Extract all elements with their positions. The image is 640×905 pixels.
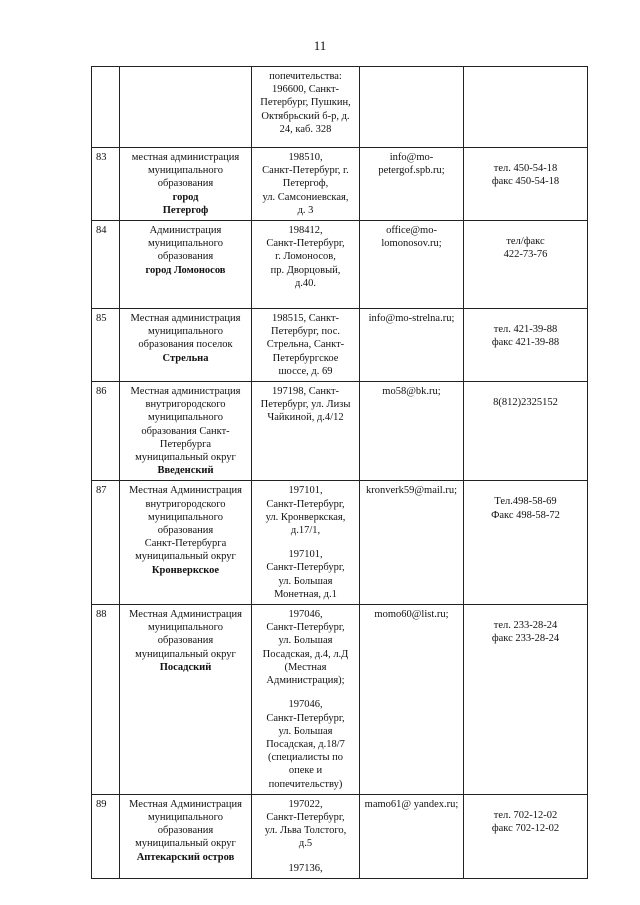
name-bold-line: Аптекарский остров: [136, 851, 235, 863]
cell-address: [252, 148, 360, 221]
address-line: 197136,: [288, 862, 323, 874]
address-line: Посадская, д.18/7: [266, 738, 345, 750]
address-line: ул. Большая: [278, 635, 333, 647]
cell-email: [360, 605, 464, 795]
row-number: 84: [96, 225, 107, 237]
address-line: (специалисты по: [267, 752, 344, 764]
name-line: Местная Администрация: [129, 798, 242, 810]
address-line: 198510,: [288, 152, 323, 163]
address-line: ул. Большая: [278, 575, 333, 587]
name-bold-line: город: [172, 191, 199, 203]
name-bold-line: город Ломоносов: [145, 264, 226, 276]
phone-line: Факс 498-58-72: [491, 509, 560, 521]
cell-number: [92, 148, 120, 221]
address-line: Петергоф,: [282, 178, 329, 190]
name-line: образования поселок: [138, 339, 233, 351]
cell-name: [120, 309, 252, 382]
cell-number: [92, 221, 120, 309]
cell-email: [360, 794, 464, 878]
table-row: [92, 309, 588, 382]
address-line: Санкт-Петербург,: [266, 562, 345, 574]
table-row: [92, 382, 588, 481]
name-line: муниципального: [148, 412, 223, 424]
cell-name: [120, 221, 252, 309]
address-line: 196600, Санкт-: [271, 84, 340, 96]
phone-line: Тел.498-58-69: [494, 496, 557, 508]
address-line: 197022,: [288, 798, 323, 810]
name-line: Администрация: [149, 225, 222, 237]
cell-email: [360, 481, 464, 605]
address-line: Санкт-Петербург,: [266, 238, 345, 250]
name-line: муниципального: [148, 238, 223, 250]
address-line: Чайкиной, д.4/12: [267, 412, 344, 424]
address-line: ул. Льва Толстого,: [264, 825, 347, 837]
phone-line: тел. 450-54-18: [493, 163, 558, 174]
cell-address: [252, 309, 360, 382]
address-line: 198515, Санкт-: [271, 313, 340, 325]
cell-name: [120, 382, 252, 481]
address-line: Санкт-Петербург,: [266, 811, 345, 823]
address-gap: [255, 687, 356, 698]
cell-address: [252, 382, 360, 481]
address-line: попечительству): [268, 778, 343, 790]
phone-line: тел/факс: [506, 236, 545, 248]
email-line: office@mo-: [386, 225, 437, 237]
address-line: Стрельна, Санкт-: [266, 339, 345, 351]
table-row: [92, 794, 588, 878]
cell-number: [92, 481, 120, 605]
address-line: 197101,: [288, 485, 323, 497]
address-line: Петербургское: [272, 352, 339, 364]
table-row: [92, 605, 588, 795]
cell-address: [252, 67, 360, 148]
address-line: шоссе, д. 69: [278, 365, 333, 377]
name-bold-line: Кронверкское: [151, 564, 220, 576]
address-line: Монетная, д.1: [274, 588, 337, 600]
name-line: муниципального: [148, 811, 223, 823]
name-line: муниципальный округ: [135, 838, 236, 850]
address-line: д.17/1,: [290, 525, 321, 537]
name-line: муниципальный округ: [135, 551, 236, 563]
name-line: образования: [157, 251, 214, 263]
row-number: 83: [96, 152, 107, 163]
cell-name: [120, 605, 252, 795]
cell-phone: [464, 794, 588, 878]
cell-email: [360, 382, 464, 481]
phone-line: 422-73-76: [503, 249, 548, 261]
name-line: Местная администрация: [130, 386, 241, 398]
table-row: [92, 481, 588, 605]
cell-name: [120, 148, 252, 221]
phone-line: факс 233-28-24: [491, 633, 560, 645]
name-line: муниципального: [148, 622, 223, 634]
address-line: Санкт-Петербург,: [266, 622, 345, 634]
name-bold-line: Введенский: [157, 465, 214, 477]
cell-address: [252, 221, 360, 309]
address-line: 198412,: [288, 225, 323, 237]
address-line: 197198, Санкт-: [271, 386, 340, 398]
name-line: образования: [157, 178, 214, 190]
cell-name: [120, 481, 252, 605]
address-gap: [255, 537, 356, 548]
cell-phone: [464, 67, 588, 148]
cell-number: [92, 605, 120, 795]
cell-phone: [464, 309, 588, 382]
email-line: momo60@list.ru;: [374, 609, 449, 621]
cell-email: [360, 221, 464, 309]
row-number: 89: [96, 798, 107, 810]
address-line: Петербург, Пушкин,: [260, 97, 351, 109]
phone-line: факс 421-39-88: [491, 337, 560, 349]
cell-phone: [464, 148, 588, 221]
address-line: г. Ломоносов,: [275, 251, 336, 263]
email-line: mamo61@ yandex.ru;: [364, 798, 459, 810]
phone-line: тел. 702-12-02: [493, 809, 558, 821]
cell-name: [120, 67, 252, 148]
address-line: Октябрьский б-р, д.: [261, 110, 350, 122]
phone-line: факс 450-54-18: [491, 176, 560, 188]
name-line: образования: [157, 825, 214, 837]
cell-email: [360, 148, 464, 221]
name-line: внутригородского: [145, 399, 226, 411]
address-line: д.5: [298, 838, 313, 850]
cell-name: [120, 794, 252, 878]
address-line: попечительства:: [269, 71, 342, 82]
name-line: образования: [157, 525, 214, 537]
phone-line: факс 702-12-02: [491, 822, 560, 834]
address-line: Санкт-Петербург,: [266, 712, 345, 724]
name-bold-line: Посадский: [159, 661, 212, 673]
cell-number: [92, 309, 120, 382]
name-line: Петербурга: [159, 438, 212, 450]
cell-address: [252, 794, 360, 878]
name-line: муниципального: [148, 511, 223, 523]
name-line: образования Санкт-: [141, 425, 230, 437]
cell-number: [92, 382, 120, 481]
table-body: [92, 67, 588, 879]
address-line: 197046,: [288, 699, 323, 711]
cell-phone: [464, 221, 588, 309]
table-row: [92, 221, 588, 309]
name-line: муниципального: [148, 326, 223, 338]
address-line: д. 3: [297, 204, 314, 216]
name-line: муниципальный округ: [135, 648, 236, 660]
name-line: местная администрация: [131, 152, 240, 163]
address-line: опеке и: [288, 765, 323, 777]
cell-phone: [464, 605, 588, 795]
cell-phone: [464, 481, 588, 605]
address-line: (Местная: [284, 661, 327, 673]
name-line: муниципального: [148, 165, 223, 177]
email-line: info@mo-strelna.ru;: [368, 313, 455, 325]
table-row: [92, 148, 588, 221]
name-line: муниципальный округ: [135, 452, 236, 464]
address-line: д.40.: [294, 277, 317, 289]
address-line: 197046,: [288, 609, 323, 621]
phone-line: тел. 421-39-88: [493, 324, 558, 336]
row-number: 87: [96, 485, 107, 497]
address-line: Санкт-Петербург,: [266, 498, 345, 510]
page-number: 11: [313, 38, 327, 53]
name-bold-line: Петергоф: [162, 204, 209, 216]
address-line: 24, каб. 328: [279, 123, 332, 135]
table-row-continuation: [92, 67, 588, 148]
phone-line: 8(812)2325152: [493, 397, 558, 409]
address-line: ул. Кронверкская,: [265, 511, 346, 523]
email-line: petergof.spb.ru;: [378, 165, 445, 177]
email-line: info@mo-: [389, 152, 434, 163]
address-line: пр. Дворцовый,: [270, 264, 341, 276]
address-gap: [255, 851, 356, 862]
administrations-table: [91, 66, 588, 879]
name-bold-line: Стрельна: [162, 352, 209, 364]
address-line: ул. Самсониевская,: [262, 191, 349, 203]
phone-line: тел. 233-28-24: [493, 620, 558, 632]
row-number: 88: [96, 609, 107, 621]
address-line: ул. Большая: [278, 725, 333, 737]
cell-address: [252, 481, 360, 605]
name-line: внутригородского: [145, 498, 226, 510]
cell-email: [360, 67, 464, 148]
name-line: образования: [157, 635, 214, 647]
cell-number: [92, 67, 120, 148]
row-number: 85: [96, 313, 107, 325]
name-line: Местная администрация: [130, 313, 241, 325]
email-line: kronverk59@mail.ru;: [365, 485, 458, 497]
address-line: Санкт-Петербург, г.: [262, 165, 349, 177]
name-line: Местная Администрация: [129, 609, 242, 621]
address-line: Петербург, ул. Лизы: [260, 399, 351, 411]
email-line: mo58@bk.ru;: [382, 386, 441, 398]
row-number: 86: [96, 386, 107, 398]
email-line: lomonosov.ru;: [381, 238, 442, 250]
address-line: Петербург, пос.: [271, 326, 340, 338]
address-line: 197101,: [288, 549, 323, 561]
name-line: Санкт-Петербурга: [144, 538, 227, 550]
cell-address: [252, 605, 360, 795]
name-line: Местная Администрация: [129, 485, 242, 497]
address-line: Посадская, д.4, л.Д: [262, 648, 349, 660]
cell-phone: [464, 382, 588, 481]
address-line: Администрация);: [266, 675, 345, 687]
cell-number: [92, 794, 120, 878]
cell-email: [360, 309, 464, 382]
